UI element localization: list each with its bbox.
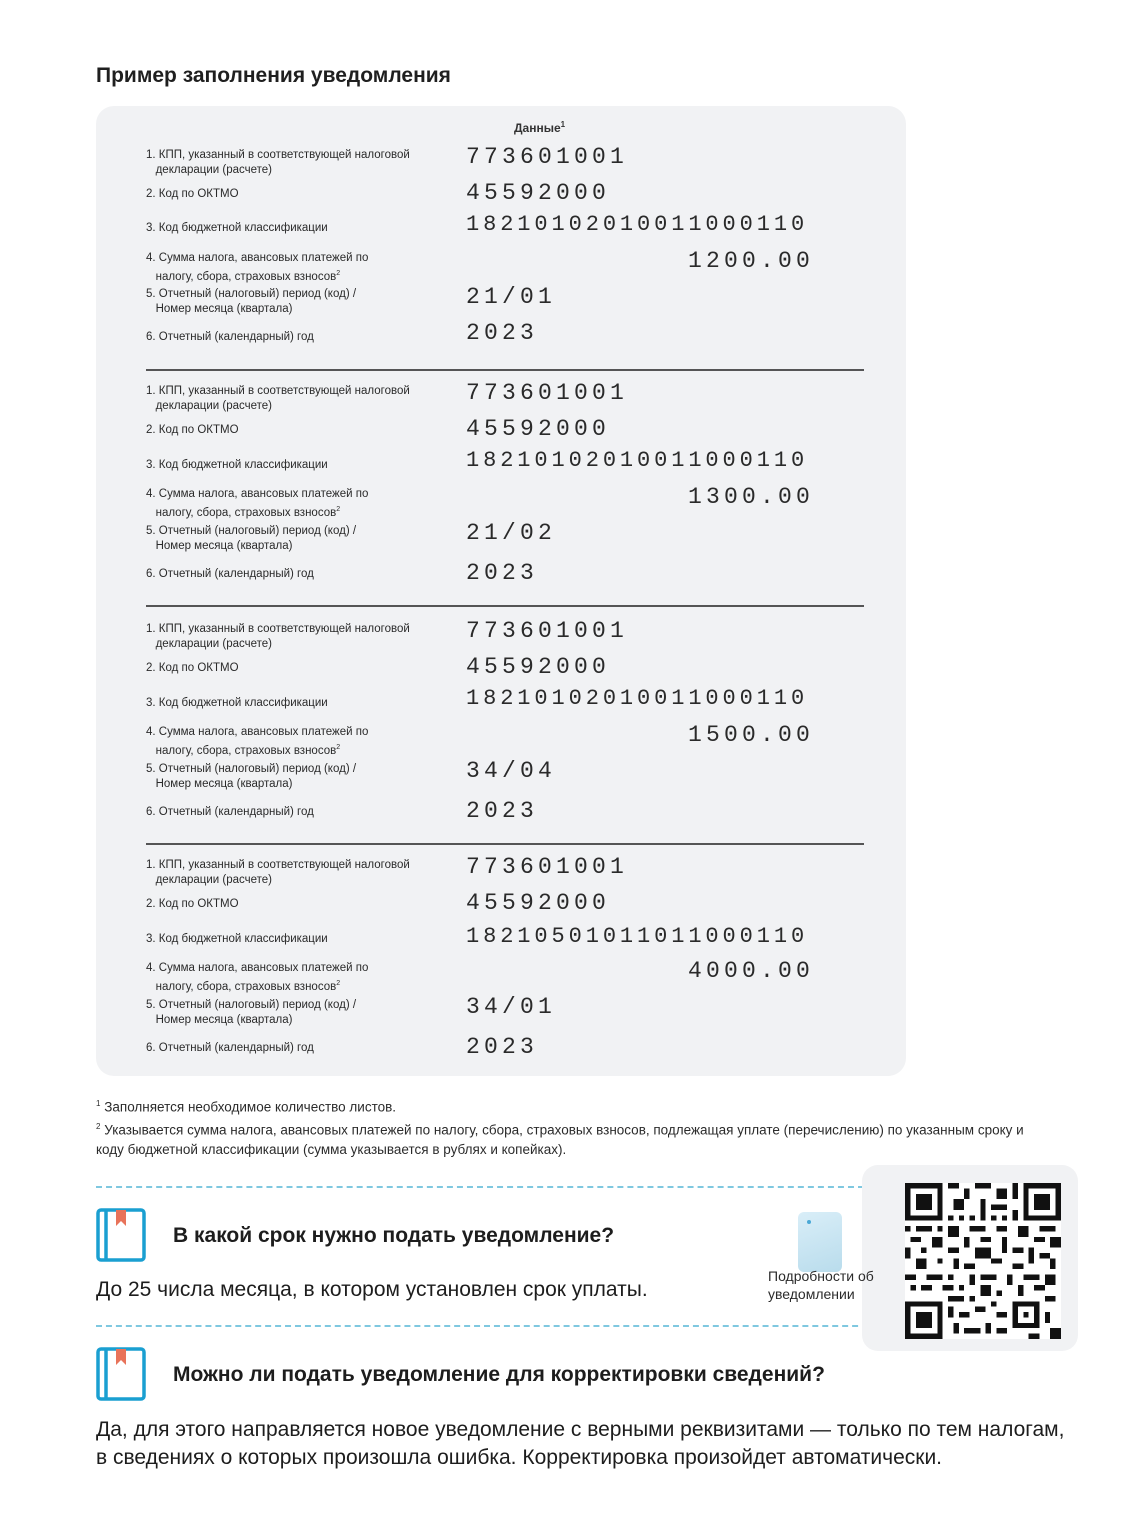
kbk-value: 18210102010011000110 [466, 686, 809, 711]
year-label: 6. Отчетный (календарный) год [146, 331, 314, 343]
sum-value: 4000.00 [688, 958, 815, 984]
year-label: 6. Отчетный (календарный) год [146, 806, 314, 818]
kbk-value: 18210102010011000110 [466, 448, 809, 473]
oktmo-value: 45592000 [466, 180, 611, 206]
year-value: 2023 [466, 320, 539, 346]
period-value: 21/01 [466, 284, 557, 310]
footnote-2: $^2$ Указывается сумма налога, авансовых платежей по налогу, сбора, страховых взносов, подлежащая уплате (перечислению) по указанным сроку и коду бюджетной классификации (сумма указывается в рублях и копейках). [96, 1122, 1024, 1157]
oktmo-label: 2. Код по ОКТМО [146, 424, 239, 436]
period-label: 5. Отчетный (налоговый) период (код) / Номер месяца (квартала) [146, 999, 357, 1026]
phone-icon [798, 1212, 842, 1272]
year-value: 2023 [466, 798, 539, 824]
oktmo-label: 2. Код по ОКТМО [146, 662, 239, 674]
notification-block-2 [96, 378, 906, 608]
sum-label: 4. Сумма налога, авансовых платежей по налогу, сбора, страховых взносов$^2$ [146, 252, 369, 283]
book-icon [96, 1347, 146, 1401]
kpp-value: 773601001 [466, 144, 629, 170]
block-divider [146, 369, 864, 371]
kpp-label: 1. КПП, указанный в соответствующей налоговой декларации (расчете) [146, 149, 410, 176]
year-value: 2023 [466, 1034, 539, 1060]
oktmo-label: 2. Код по ОКТМО [146, 898, 239, 910]
faq-answer-1: До 25 числа месяца, в котором установлен срок уплаты. [96, 1278, 648, 1301]
kpp-label: 1. КПП, указанный в соответствующей налоговой декларации (расчете) [146, 385, 410, 412]
sum-label: 4. Сумма налога, авансовых платежей по налогу, сбора, страховых взносов$^2$ [146, 962, 369, 993]
period-label: 5. Отчетный (налоговый) период (код) / Номер месяца (квартала) [146, 763, 357, 790]
sum-value: 1200.00 [688, 248, 815, 274]
period-value: 21/02 [466, 520, 557, 546]
kbk-value: 18210501011011000110 [466, 924, 809, 949]
period-value: 34/04 [466, 758, 557, 784]
notification-block-3 [96, 616, 906, 846]
kbk-label: 3. Код бюджетной классификации [146, 933, 328, 945]
year-label: 6. Отчетный (календарный) год [146, 568, 314, 580]
qr-caption: Подробности об уведомлении [768, 1268, 874, 1302]
oktmo-value: 45592000 [466, 654, 611, 680]
kbk-value: 18210102010011000110 [466, 212, 809, 237]
faq-question-1: В какой срок нужно подать уведомление? [173, 1224, 615, 1247]
kpp-label: 1. КПП, указанный в соответствующей налоговой декларации (расчете) [146, 859, 410, 886]
sum-label: 4. Сумма налога, авансовых платежей по налогу, сбора, страховых взносов$^2$ [146, 488, 369, 519]
oktmo-label: 2. Код по ОКТМО [146, 188, 239, 200]
kpp-value: 773601001 [466, 380, 629, 406]
oktmo-value: 45592000 [466, 416, 611, 442]
notification-example-card [96, 106, 906, 1076]
sum-label: 4. Сумма налога, авансовых платежей по налогу, сбора, страховых взносов$^2$ [146, 726, 369, 757]
page-title: Пример заполнения уведомления [96, 64, 451, 87]
block-divider [146, 605, 864, 607]
kbk-label: 3. Код бюджетной классификации [146, 459, 328, 471]
kpp-value: 773601001 [466, 618, 629, 644]
year-label: 6. Отчетный (календарный) год [146, 1042, 314, 1054]
year-value: 2023 [466, 560, 539, 586]
kbk-label: 3. Код бюджетной классификации [146, 697, 328, 709]
faq-answer-2: Да, для этого направляется новое уведомление с верными реквизитами — только по тем налогам, в сведениях о которых произошла ошибка. Корректировка произойдет автоматически. [96, 1418, 1065, 1469]
period-label: 5. Отчетный (налоговый) период (код) / Номер месяца (квартала) [146, 288, 357, 315]
kbk-label: 3. Код бюджетной классификации [146, 222, 328, 234]
faq-question-2: Можно ли подать уведомление для корректировки сведений? [173, 1363, 825, 1386]
kpp-label: 1. КПП, указанный в соответствующей налоговой декларации (расчете) [146, 623, 410, 650]
period-label: 5. Отчетный (налоговый) период (код) / Номер месяца (квартала) [146, 525, 357, 552]
kpp-value: 773601001 [466, 854, 629, 880]
notification-block-4 [96, 852, 906, 1082]
block-divider [146, 843, 864, 845]
footnote-1: $^1$ Заполняется необходимое количество листов. [96, 1099, 397, 1115]
notification-block-1 [96, 142, 906, 372]
sum-value: 1500.00 [688, 722, 815, 748]
oktmo-value: 45592000 [466, 890, 611, 916]
book-icon [96, 1208, 146, 1262]
data-column-header: Данные$^1$ [514, 120, 566, 135]
sum-value: 1300.00 [688, 484, 815, 510]
section-divider [96, 1325, 878, 1327]
qr-code-icon[interactable] [905, 1183, 1061, 1339]
section-divider [96, 1186, 864, 1188]
period-value: 34/01 [466, 994, 557, 1020]
